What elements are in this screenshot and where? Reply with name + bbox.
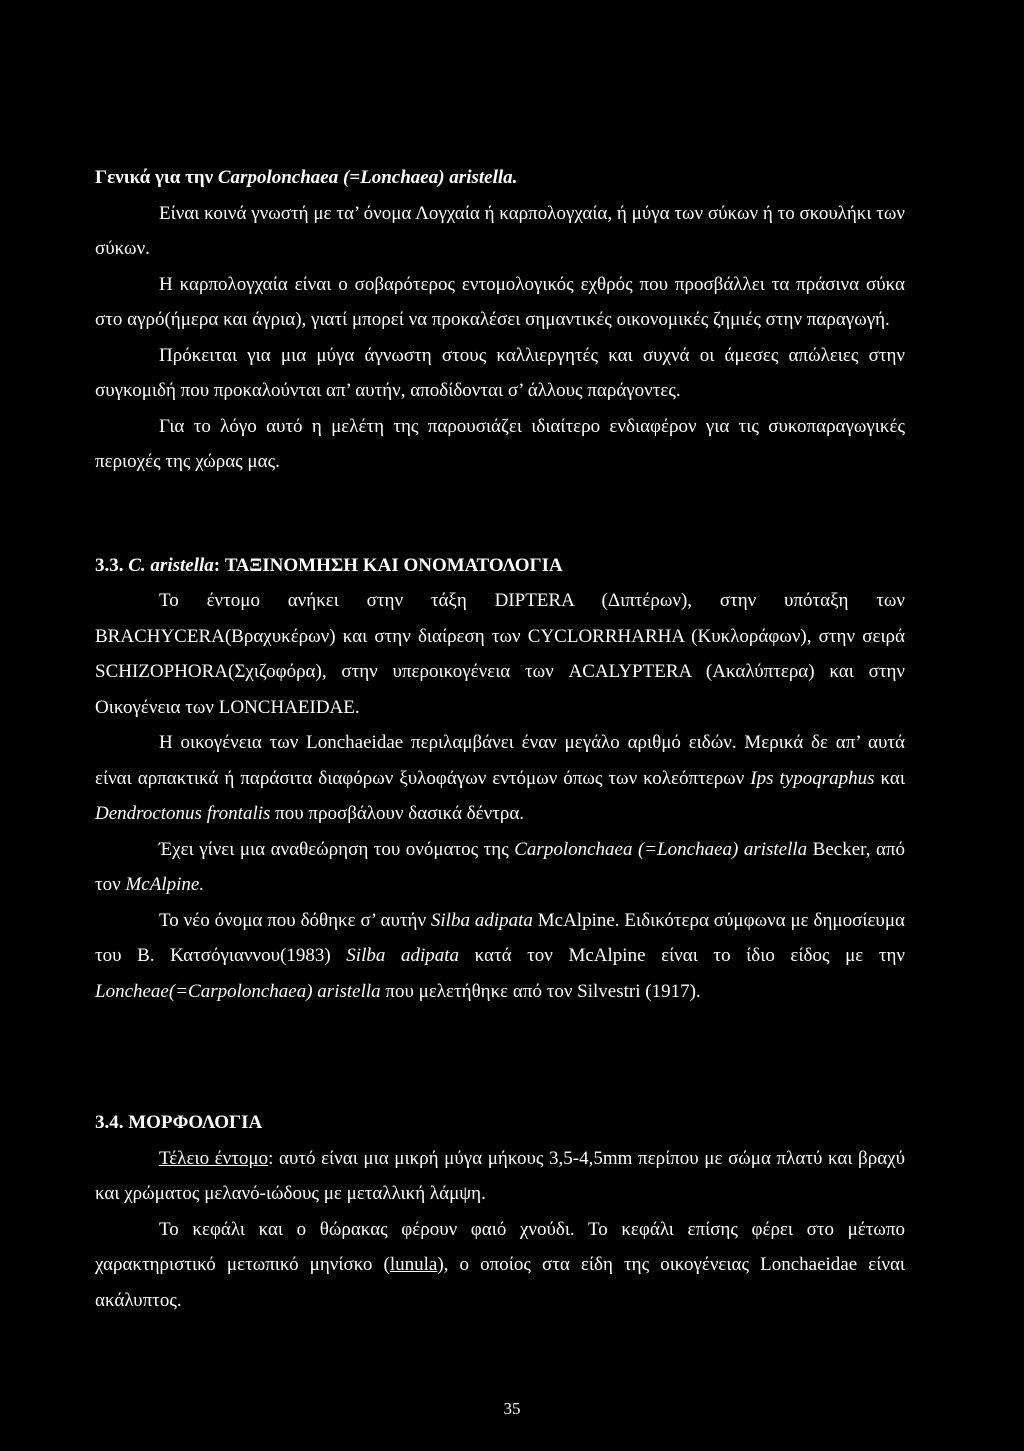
section-heading-general: [95, 160, 905, 196]
species-name: Silba adipata: [346, 945, 460, 966]
paragraph: Η καρπολογχαία είναι ο σοβαρότερος εντομολογικός εχθρός που προσβάλλει τα πράσινα σύκα στο αγρό(ήμερα και άγρια), γιατί μπορεί να προκαλέσει σημαντικές οικονομικές ζημιές στην παραγωγή.: [95, 273, 905, 330]
heading-title: : ΤΑΞΙΝΟΜΗΣΗ ΚΑΙ ΟΝΟΜΑΤΟΛΟΓΙΑ: [213, 554, 563, 576]
text-run: Το κεφάλι και ο θώρακας φέρουν φαιό χνούδι. Το κεφάλι επίσης φέρει στο μέτωπο χαρακτηριστικό μετωπικό μηνίσκο (: [95, 1218, 905, 1275]
text-run: McAlpine. Ειδικότερα σύμφωνα με δημοσίευμα του Β. Κατσόγιαννου(1983): [95, 909, 905, 966]
species-name: Dendroctonus frontalis: [95, 803, 271, 824]
heading-number: 3.3.: [95, 554, 129, 576]
paragraph: Πρόκειται για μια μύγα άγνωστη στους καλλιεργητές και συχνά οι άμεσες απώλειες στην συγκομιδή που προκαλούνται απ’ αυτήν, αποδίδονται σ’ άλλους παράγοντες.: [95, 344, 905, 401]
species-name: Ips typoqraphus: [750, 767, 875, 789]
page-number: 35: [503, 1399, 521, 1418]
section-heading-taxonomy: [95, 548, 905, 584]
text-run: Το νέο όνομα που δόθηκε σ’ αυτήν: [159, 909, 431, 931]
paragraph: Είναι κοινά γνωστή με τα’ όνομα Λογχαία ή καρπολογχαία, ή μύγα των σύκων ή το σκουλήκι των σύκων.: [95, 202, 905, 259]
text-run: που προσβάλουν δασικά δέντρα.: [270, 803, 525, 824]
paragraph: [95, 1212, 905, 1319]
heading-species-name: Carpolonchaea (=Lonchaea) aristella.: [217, 167, 518, 188]
text-run: Becker, από τον: [95, 838, 905, 895]
text-run: ), ο οποίος στα είδη της οικογένειας Lonchaeidae είναι ακάλυπτος.: [95, 1254, 906, 1311]
species-name: Silba adipata: [430, 909, 533, 931]
species-name: Loncheae(=Carpolonchaea) aristella: [95, 980, 381, 1002]
heading-species-name: C. aristella: [128, 554, 214, 576]
text-run: : αυτό είναι μια μικρή μύγα μήκους 3,5-4,5mm περίπου με σώμα πλατύ και βραχύ και χρώματος μελανό-ιώδους με μεταλλική λάμψη.: [95, 1147, 905, 1204]
paragraph: [95, 903, 905, 1010]
author-name: McAlpine.: [125, 874, 205, 895]
paragraph: [95, 832, 905, 903]
term-label: Τέλειο έντομο: [159, 1147, 269, 1169]
text-run: κατά τον McAlpine είναι το ίδιο είδος με την: [459, 945, 905, 966]
spacer: [95, 1009, 905, 1105]
paragraph: Για το λόγο αυτό η μελέτη της παρουσιάζει ιδιαίτερο ενδιαφέρον για τις συκοπαραγωγικές περιοχές της χώρας μας.: [95, 415, 905, 472]
document-page: [95, 160, 905, 1318]
paragraph: Το έντομο ανήκει στην τάξη DIPTERA (Διπτέρων), στην υπόταξη των BRACHYCERA(Βραχυκέρων) και στην διαίρεση των CYCLORRHARHA (Κυκλοράφων), στην σειρά SCHIZOPHORA(Σχιζοφόρα), στην υπεροικογένεια των ACALYPTERA (Ακαλύπτερα) και στην Οικογένεια των LONCHAEIDAE.: [95, 590, 905, 718]
text-run: που μελετήθηκε από τον Silvestri (1917).: [380, 980, 701, 1002]
heading-text: Γενικά για την: [95, 167, 218, 188]
text-run: Η οικογένεια των Lonchaeidae περιλαμβάνει έναν μεγάλο αριθμό ειδών. Μερικά δε απ’ αυτά είναι αρπακτικά ή παράσιτα διαφόρων ξυλοφάγων εντόμων όπως των κολεόπτερων: [95, 732, 905, 789]
text-run: και: [874, 767, 905, 789]
spacer: [95, 480, 905, 548]
paragraph: [95, 725, 905, 832]
term-label: lunula: [389, 1254, 438, 1275]
paragraph: [95, 1141, 905, 1212]
text-run: Έχει γίνει μια αναθεώρηση του ονόματος της: [159, 838, 515, 860]
section-heading-morphology: 3.4. ΜΟΡΦΟΛΟΓΙΑ: [95, 1112, 263, 1133]
species-name: Carpolonchaea (=Lonchaea) aristella: [514, 838, 808, 860]
